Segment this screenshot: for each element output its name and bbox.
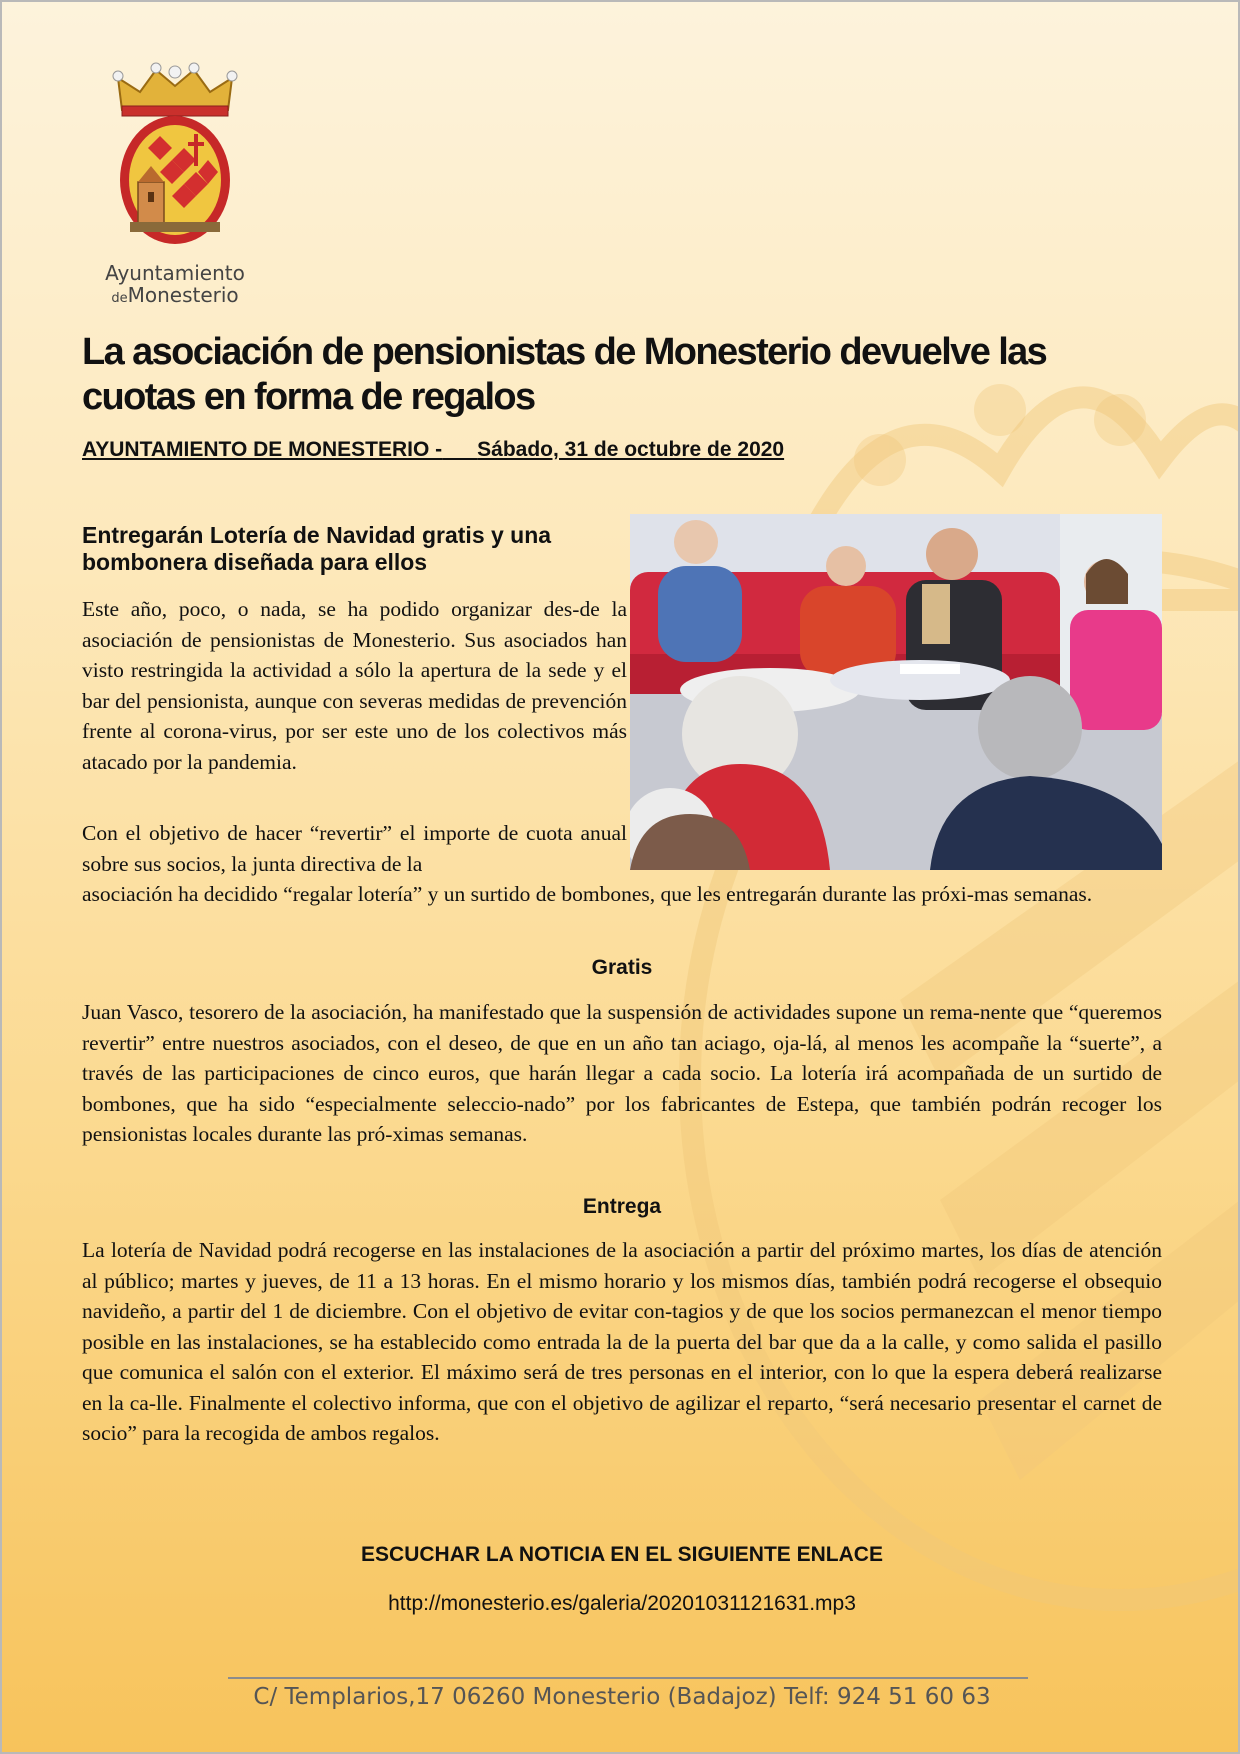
audio-link[interactable]: http://monesterio.es/galeria/20201031121631.mp3 (388, 1592, 856, 1615)
article-byline (82, 438, 784, 462)
coat-of-arms-icon (100, 62, 250, 258)
byline-date: Sábado, 31 de octubre de 2020 (477, 438, 785, 461)
logo-line-2-text: Monesterio (127, 283, 239, 307)
logo-line-2-prefix: de (111, 291, 128, 306)
paragraph-2-part-1: Con el objetivo de hacer “revertir” el importe de cuota anual sobre sus socios, la junta directiva de la (82, 821, 627, 876)
logo-line-2 (100, 284, 250, 310)
section-title-entrega: Entrega (582, 1195, 662, 1218)
section-title-gratis: Gratis (591, 956, 653, 979)
byline-source: AYUNTAMIENTO DE MONESTERIO - (82, 438, 443, 461)
paragraph-1: Este año, poco, o nada, se ha podido organizar des-de la asociación de pensionistas de Monesterio. Sus asociados han visto restringida la actividad a sólo la apertura de la sede y el bar del pensionista, aunque con severas medidas de prevención frente al corona-virus, por ser este uno de los colectivos más atacado por la pandemia. (82, 597, 627, 774)
article-photo (630, 514, 1162, 870)
article-headline: La asociación de pensionistas de Monesterio devuelve las cuotas en forma de regalos (82, 331, 1047, 418)
paragraph-4: La lotería de Navidad podrá recogerse en las instalaciones de la asociación a partir del próximo martes, los días de atención al público; martes y jueves, de 11 a 13 horas. En el mismo horario y los mismos días, también podrá recogerse el obsequio navideño, a partir del 1 de diciembre. Con el objetivo de evitar con-tagios y de que los socios permanezcan el menor tiempo posible en las instalaciones, se ha establecido como entrada la de la puerta del bar que da a la calle, y como salida el pasillo que comunica el salón con el exterior. El máximo será de tres personas en el interior, con lo que la espera deberá realizarse en la ca-lle. Finalmente el colectivo informa, que con el objetivo de agilizar el reparto, “será necesario presentar el carnet de socio” para la recogida de ambos regalos. (82, 1238, 1162, 1445)
paragraph-3: Juan Vasco, tesorero de la asociación, ha manifestado que la suspensión de actividades supone un rema-nente que “queremos revertir” entre nuestros asociados, con el deseo, de que en un año tan aciago, oja-lá, al menos les acompañe la “suerte”, a través de las participaciones de cinco euros, que harán llegar a cada socio. La lotería irá acompañada de un surtido de bombones, que ha sido “especialmente seleccio-nado” por los fabricantes de Estepa, que también podrán recoger los pensionistas locales durante las pró-ximas semanas. (82, 1000, 1162, 1146)
logo-caption (100, 262, 250, 310)
paragraph-2-part-2: asociación ha decidido “regalar lotería” y un surtido de bombones, que les entregarán durante las próxi-mas semanas. (82, 882, 1093, 906)
logo-line-1: Ayuntamiento (105, 261, 245, 285)
footer-divider (228, 1677, 1028, 1679)
municipal-logo (100, 62, 250, 310)
meeting-photo-illustration (630, 514, 1162, 870)
audio-link-label: ESCUCHAR LA NOTICIA EN EL SIGUIENTE ENLACE (361, 1543, 883, 1566)
footer-address: C/ Templarios,17 06260 Monesterio (Badajoz) Telf: 924 51 60 63 (253, 1684, 991, 1710)
article-subheading: Entregarán Lotería de Navidad gratis y una bombonera diseñada para ellos (82, 522, 552, 575)
